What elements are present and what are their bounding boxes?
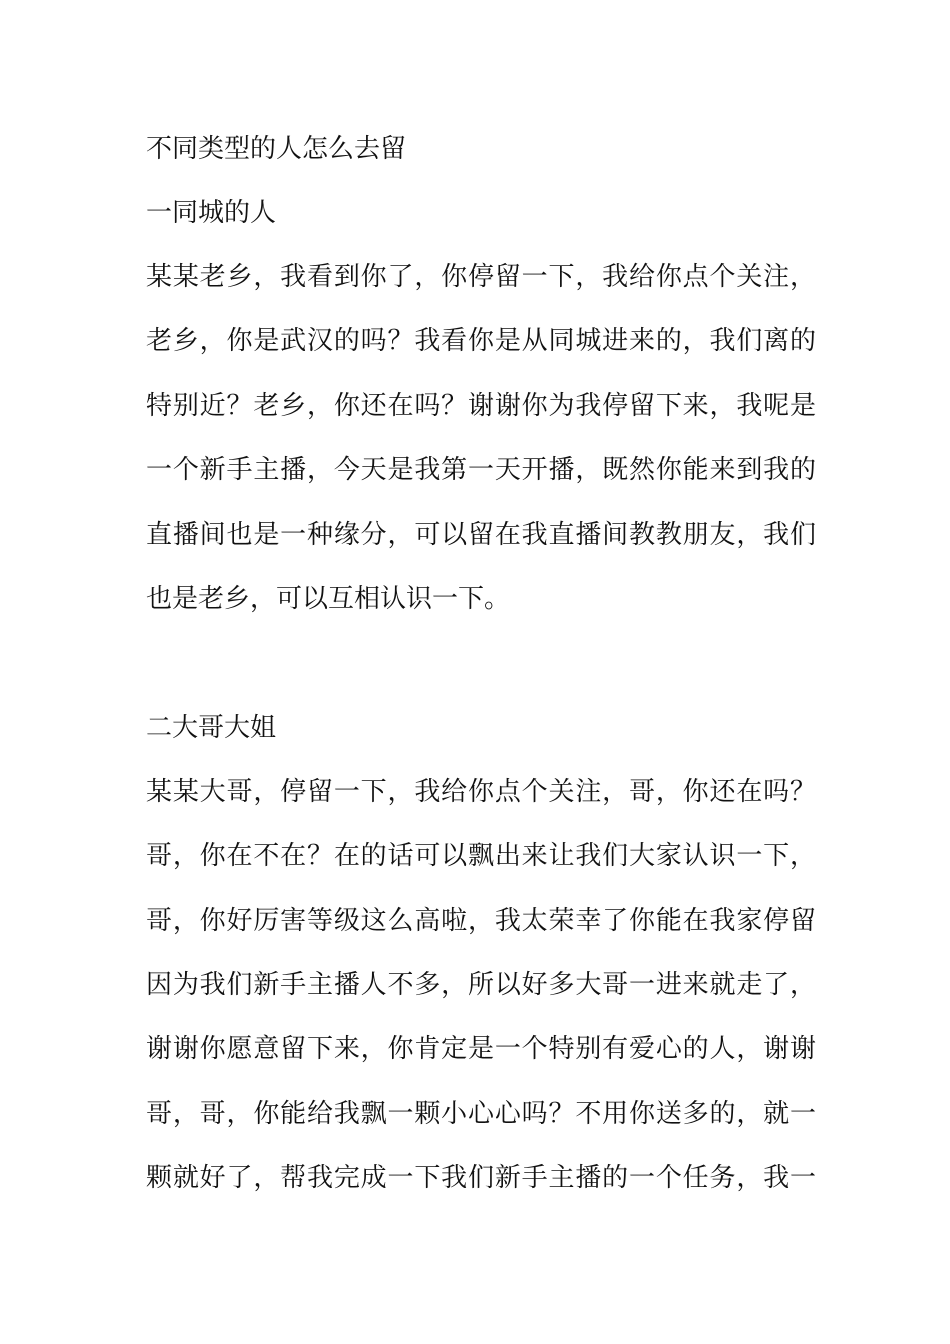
section-heading-2: 二大哥大姐: [146, 713, 277, 743]
document-title: 不同类型的人怎么去留: [146, 134, 407, 164]
paragraph-line: 一个新手主播，今天是我第一天开播，既然你能来到我的: [146, 455, 816, 485]
paragraph-line: 哥，哥，你能给我飘一颗小心心吗？不用你送多的，就一: [146, 1099, 816, 1129]
paragraph-line: 特别近？老乡，你还在吗？谢谢你为我停留下来，我呢是: [146, 391, 816, 421]
paragraph-line: 谢谢你愿意留下来，你肯定是一个特别有爱心的人，谢谢: [146, 1034, 816, 1064]
paragraph-line: 老乡，你是武汉的吗？我看你是从同城进来的，我们离的: [146, 326, 816, 356]
paragraph-line: 哥，你好厉害等级这么高啦，我太荣幸了你能在我家停留: [146, 906, 816, 936]
paragraph-line: 某某老乡，我看到你了，你停留一下，我给你点个关注，: [146, 262, 816, 292]
paragraph-line: 某某大哥，停留一下，我给你点个关注，哥，你还在吗？: [146, 777, 816, 807]
paragraph-line: 因为我们新手主播人不多，所以好多大哥一进来就走了，: [146, 970, 816, 1000]
paragraph-line: 哥，你在不在？在的话可以飘出来让我们大家认识一下，: [146, 841, 816, 871]
paragraph-line: 直播间也是一种缘分，可以留在我直播间教教朋友，我们: [146, 520, 816, 550]
paragraph-line: 颗就好了，帮我完成一下我们新手主播的一个任务，我一: [146, 1163, 816, 1193]
paragraph-line: 也是老乡，可以互相认识一下。: [146, 584, 511, 614]
section-heading-1: 一同城的人: [146, 198, 277, 228]
